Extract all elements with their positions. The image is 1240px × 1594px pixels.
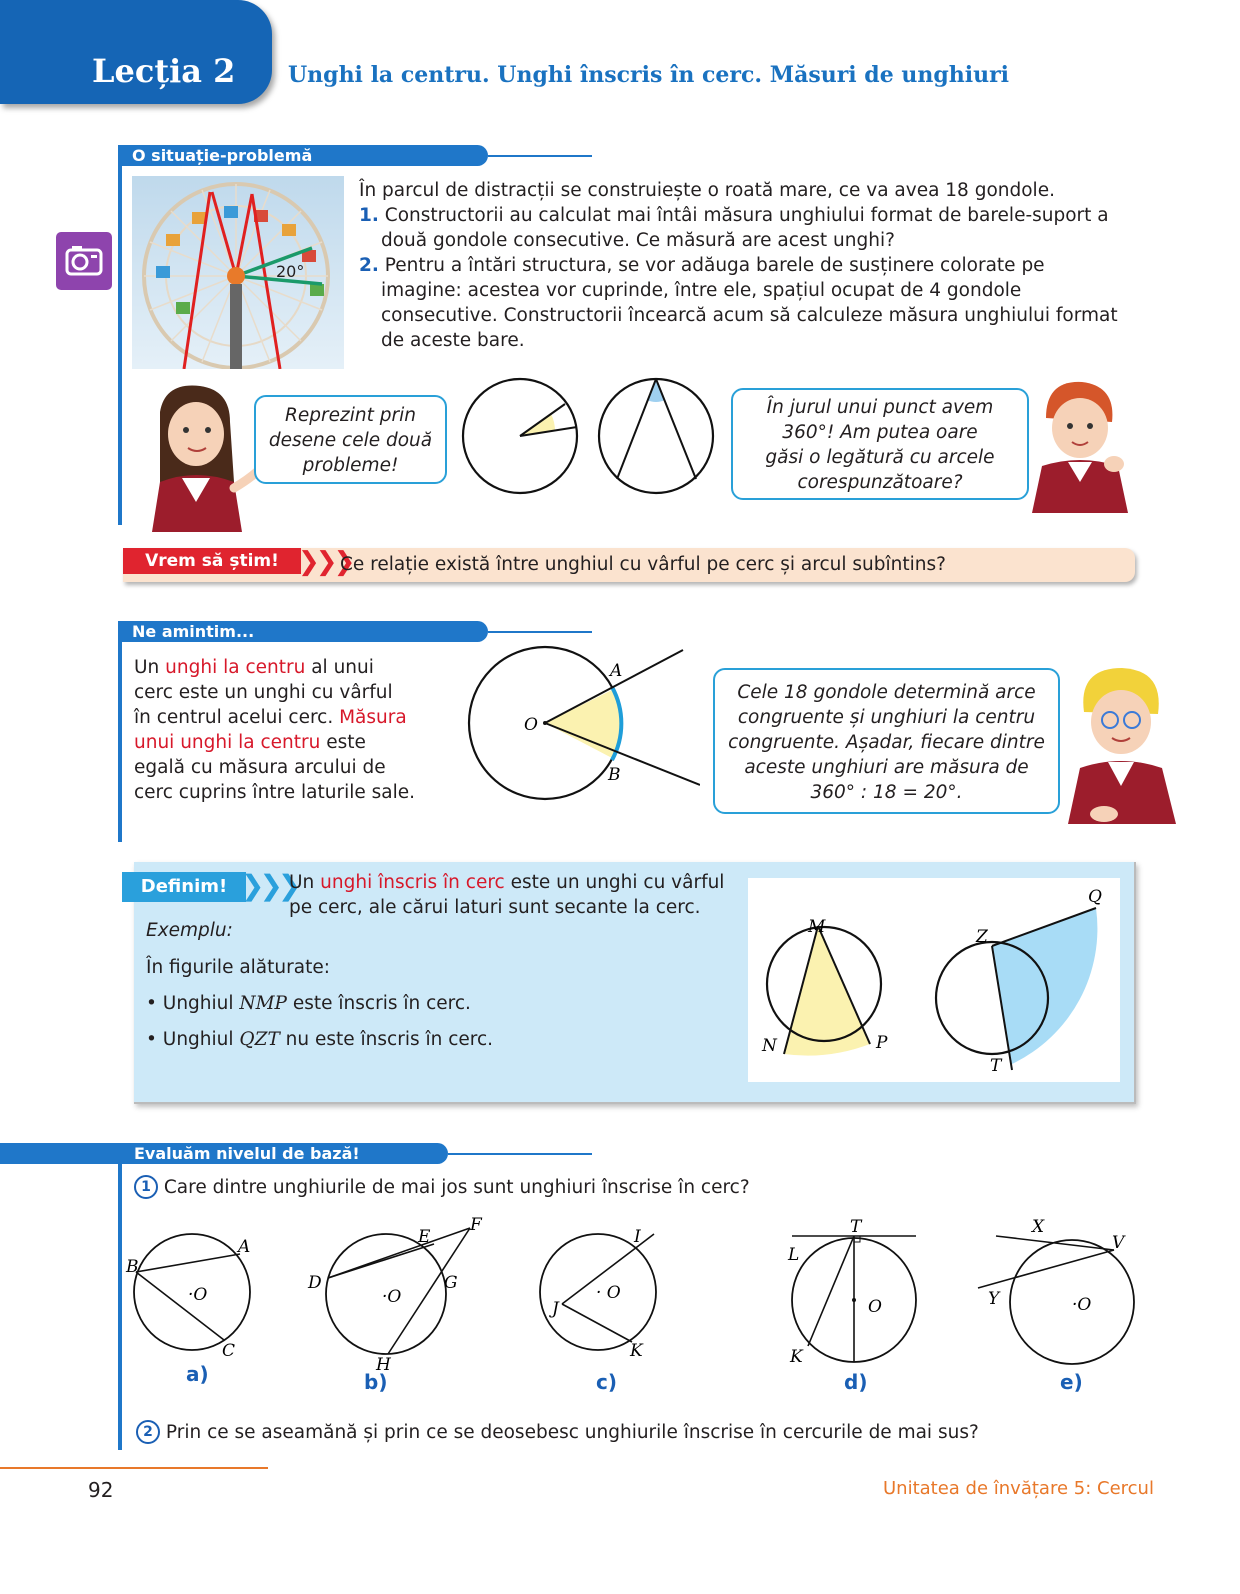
bubble-line: 360° : 18 = 20°. [810, 782, 963, 803]
label-c: C [222, 1341, 236, 1361]
bubble-line: congruente. Așadar, fiecare dintre [728, 732, 1045, 753]
text: • Unghiul [146, 993, 240, 1014]
label-a: A [238, 1237, 251, 1257]
photo-angle-label: 20° [276, 262, 305, 281]
angle-name: NMP [239, 993, 287, 1014]
item-text: Pentru a întări structura, se vor adăuga barele de susținere colorate pe [384, 255, 1045, 276]
section-line [488, 631, 592, 633]
blond-boy-illustration [1064, 664, 1179, 824]
label-b: B [608, 765, 621, 785]
angle-name: QZT [239, 1029, 280, 1050]
bubble-line: găsi o legătură cu arcele [765, 447, 995, 468]
label-o: O [868, 1297, 882, 1317]
label-v: V [1112, 1233, 1125, 1253]
text: egală cu măsura arcului de [134, 757, 386, 778]
bubble-line: Reprezint prin [285, 405, 416, 426]
question-1 [134, 1175, 750, 1200]
section-border [118, 636, 122, 842]
definition-label: Definim! [122, 872, 246, 902]
text: este [320, 732, 366, 753]
label-d: D [308, 1273, 322, 1293]
text: Un [134, 657, 166, 678]
section-bar-evaluate: Evaluăm nivelul de bază! [134, 1144, 360, 1163]
label-p: P [876, 1033, 888, 1053]
footer-rule [0, 1467, 268, 1469]
section-border [118, 160, 122, 525]
label-e: E [418, 1227, 431, 1247]
label-h: H [376, 1355, 391, 1375]
label-o: O [524, 715, 538, 735]
text: nu este înscris în cerc. [279, 1029, 494, 1050]
figure-label-e: e) [1060, 1370, 1083, 1394]
label-q: Q [1088, 887, 1102, 907]
lesson-label: Lecția 2 [92, 52, 236, 90]
bullet-inscribed [146, 991, 471, 1016]
bubble-line: Cele 18 gondole determină arce [737, 682, 1036, 703]
label-m: M [808, 917, 826, 937]
question-2 [136, 1420, 979, 1445]
label-y: Y [988, 1289, 1000, 1309]
label-l: L [788, 1245, 800, 1265]
ferris-wheel-photo [132, 176, 344, 369]
highlight-text: Măsura [339, 707, 407, 728]
figure-label-c: c) [596, 1370, 617, 1394]
label-z: Z [976, 927, 988, 947]
item-text: două gondole consecutive. Ce măsură are acest unghi? [381, 230, 895, 251]
unit-title: Unitatea de învățare 5: Cercul [883, 1478, 1154, 1499]
highlight-text: unghi înscris în cerc [320, 872, 505, 893]
label-o: · O [596, 1283, 621, 1303]
label-j: J [552, 1299, 559, 1319]
label-t: T [990, 1056, 1002, 1076]
label-a: A [610, 661, 623, 681]
item-number: 2. [359, 255, 379, 276]
text: • Unghiul [146, 1029, 240, 1050]
label-i: I [634, 1227, 641, 1247]
question-banner-text: Ce relație există între unghiul cu vârful pe cerc și arcul subîntins? [340, 554, 946, 575]
problem-item-2 [359, 253, 1159, 353]
section-bar-problem: O situație-problemă [118, 145, 488, 166]
text: este înscris în cerc. [287, 993, 471, 1014]
label-n: N [762, 1036, 777, 1056]
text: Un [289, 872, 321, 893]
highlight-text: unghi la centru [165, 657, 306, 678]
bubble-line: congruente și unghiuri la centru [737, 707, 1036, 728]
text: al unui [305, 657, 374, 678]
recall-paragraph [134, 655, 434, 805]
highlight-text: unui unghi la centru [134, 732, 321, 753]
problem-item-1 [359, 203, 1159, 253]
exercise-figures [120, 1212, 1150, 1402]
figure-label-a: a) [186, 1362, 209, 1386]
problem-circle-figures [460, 374, 720, 500]
item-text: imagine: acestea vor cuprinde, între ele, spațiul ocupat de 4 gondole [381, 280, 1022, 301]
bubble-line: 360°! Am putea oare [782, 422, 978, 443]
text: cerc este un unghi cu vârful [134, 682, 393, 703]
definition-text [289, 870, 749, 920]
section-bar-recall: Ne amintim... [118, 621, 488, 642]
central-angle-figure [460, 640, 700, 810]
label-f: F [470, 1215, 482, 1235]
question-number: 1 [134, 1175, 158, 1199]
label-b: B [126, 1257, 139, 1277]
question-text: Prin ce se aseamănă și prin ce se deosebesc unghiurile înscrise în cercurile de mai sus? [165, 1422, 979, 1443]
bullet-not-inscribed [146, 1027, 493, 1052]
camera-icon [56, 232, 112, 290]
problem-intro: În parcul de distracții se construiește o roată mare, ce va avea 18 gondole. [359, 180, 1055, 201]
figure-label-b: b) [364, 1370, 388, 1394]
bubble-line: desene cele două [268, 430, 433, 451]
item-number: 1. [359, 205, 379, 226]
bubble-line: probleme! [302, 455, 399, 476]
label-t: T [850, 1217, 862, 1237]
chevrons-icon: ❯❯❯ [298, 547, 352, 577]
text: pe cerc, ale cărui laturi sunt secante la cerc. [289, 897, 701, 918]
figures-intro: În figurile alăturate: [146, 957, 330, 978]
question-banner-label: Vrem să știm! [123, 548, 301, 574]
label-g: G [444, 1273, 458, 1293]
question-text: Care dintre unghiurile de mai jos sunt unghiuri înscrise în cerc? [163, 1177, 750, 1198]
item-text: Constructorii au calculat mai întâi măsura unghiului format de barele-suport a [384, 205, 1109, 226]
item-text: consecutive. Constructorii încearcă acum să calculeze măsura unghiului format [381, 305, 1118, 326]
example-label: Exemplu: [146, 920, 233, 941]
boy-illustration [1028, 378, 1132, 513]
chevrons-icon: ❯❯❯ [241, 869, 297, 902]
bubble-line: În jurul unui punct avem [766, 397, 994, 418]
definition-figures-box [748, 878, 1120, 1082]
speech-bubble-blond-boy [713, 668, 1060, 814]
label-k: K [790, 1347, 803, 1367]
text: cerc cuprins între laturile sale. [134, 782, 415, 803]
item-text: de aceste bare. [381, 330, 525, 351]
lesson-title: Unghi la centru. Unghi înscris în cerc. Măsuri de unghiuri [288, 62, 1010, 88]
question-number: 2 [136, 1420, 160, 1444]
label-k: K [630, 1341, 643, 1361]
bubble-line: corespunzătoare? [797, 472, 963, 493]
label-o: ·O [1072, 1295, 1092, 1315]
speech-bubble-boy [731, 388, 1029, 500]
label-x: X [1032, 1217, 1045, 1237]
label-o: ·O [382, 1287, 402, 1307]
figure-label-d: d) [844, 1370, 868, 1394]
bubble-line: aceste unghiuri are măsura de [744, 757, 1029, 778]
text: este un unghi cu vârful [504, 872, 725, 893]
section-line [448, 1153, 592, 1155]
page-number: 92 [88, 1478, 114, 1502]
speech-bubble-girl [254, 395, 447, 484]
text: în centrul acelui cerc. [134, 707, 340, 728]
label-o: ·O [188, 1285, 208, 1305]
section-line [488, 155, 592, 157]
